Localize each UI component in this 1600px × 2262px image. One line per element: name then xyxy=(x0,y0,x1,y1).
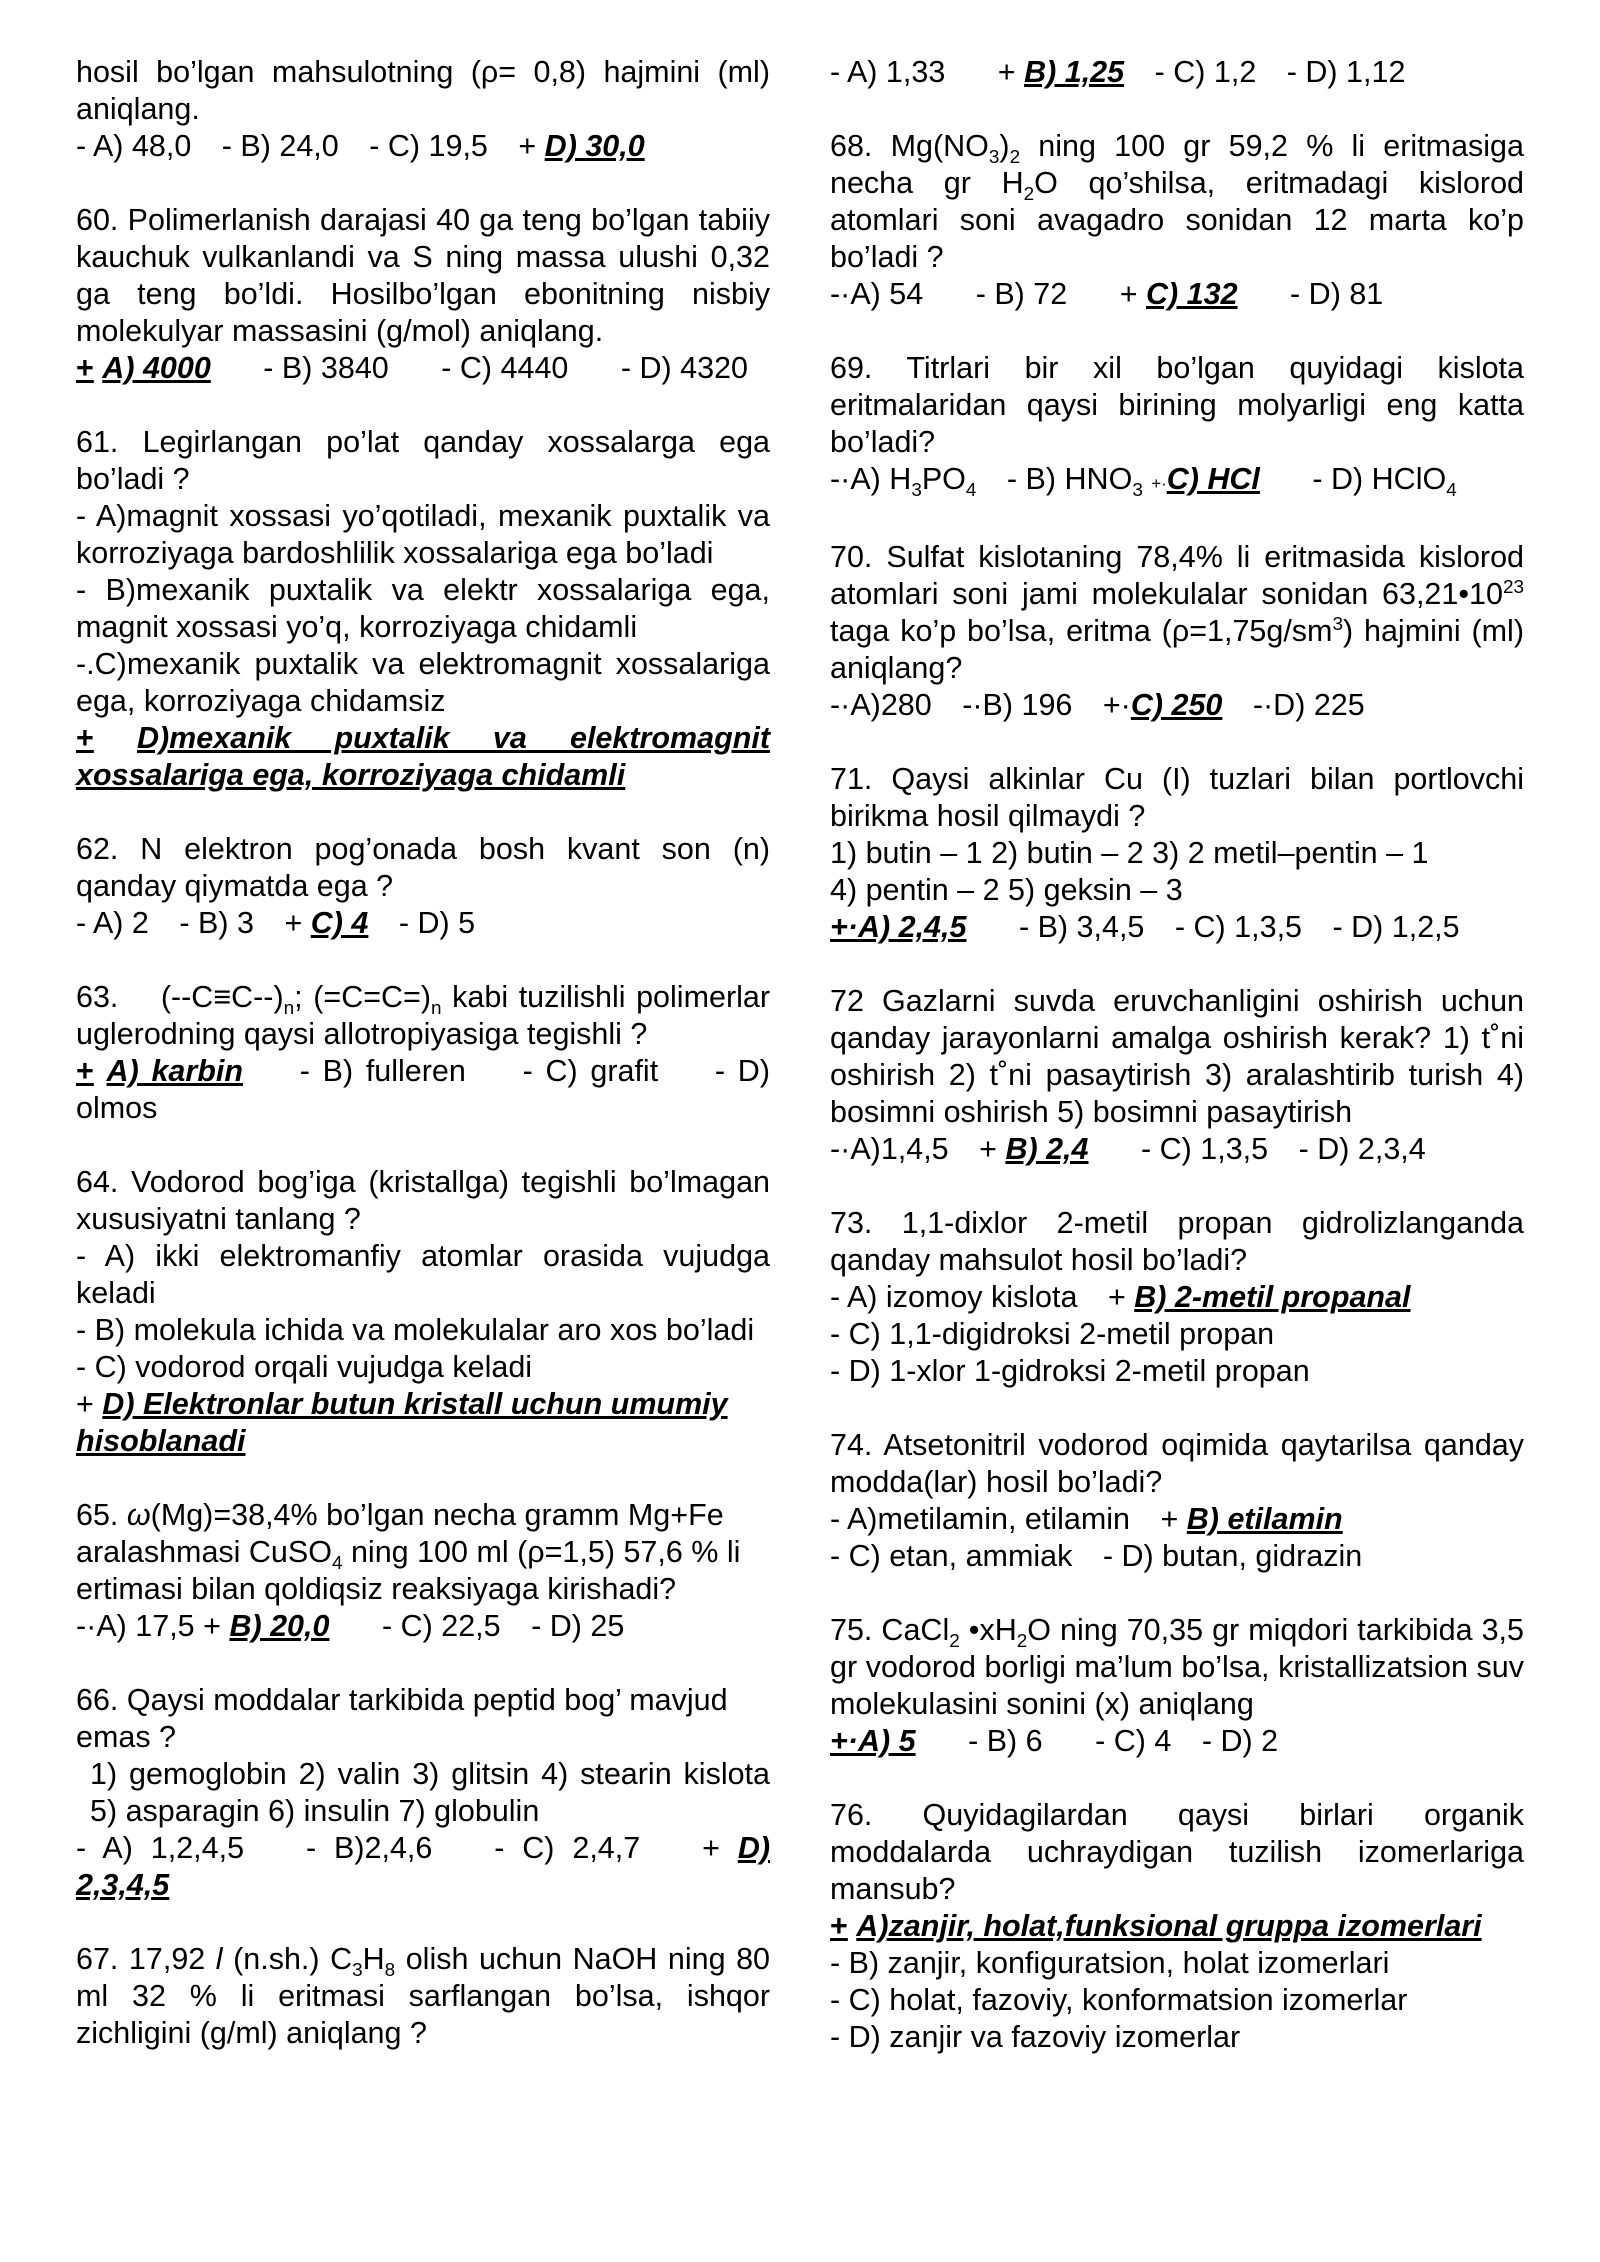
subscript: n xyxy=(283,998,295,1020)
option-b-correct: B) 20,0 xyxy=(229,1609,330,1643)
option-d: - D) 2,3,4 xyxy=(1298,1132,1426,1166)
option-a-row xyxy=(830,1908,1524,1945)
option-c: - C) 1,1-digidroksi 2-metil propan xyxy=(830,1317,1275,1351)
option-c-correct: C) 250 xyxy=(1130,688,1223,722)
option-d: - D) 4320 xyxy=(620,351,749,385)
correct-mark: + xyxy=(1107,1280,1126,1314)
text-part: (n.sh.) C xyxy=(222,1942,353,1976)
option-c: - C) 4 xyxy=(1095,1724,1172,1758)
text-part: PO xyxy=(921,462,966,496)
text-part: taga ko’p bo’lsa, eritma (ρ=1,75g/sm xyxy=(830,614,1333,648)
text-part: - B) HNO xyxy=(1006,462,1133,496)
formula-2: ; (=C=C=) xyxy=(294,980,432,1014)
question-62 xyxy=(76,831,770,942)
option-a: - A) 1,2,4,5 xyxy=(76,1831,245,1865)
text-part: ning 100 ml (ρ=1,5) 57,6 % li ertimasi bilan qoldiqsiz reaksiyaga kirishadi? xyxy=(76,1535,741,1606)
option-a-correct: A) 4000 xyxy=(102,351,211,385)
question-60 xyxy=(76,202,770,387)
option-c: - C) 19,5 xyxy=(369,129,488,163)
text-part: (Mg)=38,4% bo’lgan necha gramm Mg+Fe aralashmasi CuSO xyxy=(76,1498,724,1569)
text-part: 68. Mg(NO xyxy=(830,129,989,163)
question-rest: kabi tuzilishli polimerlar uglerodning qaysi allotropiyasiga tegishli ? xyxy=(76,980,770,1051)
option-a: - A)metilamin, etilamin xyxy=(830,1502,1130,1536)
question-72 xyxy=(830,983,1524,1168)
text-part: olish uchun NaOH ning 80 ml 32 % li eritmasi sarflangan bo’lsa, ishqor zichligini (g/ml) aniqlang ? xyxy=(76,1942,770,2050)
option-b: - B) 3 xyxy=(179,906,254,940)
option-c: - C) etan, ammiak xyxy=(830,1539,1073,1573)
subscript: 2 xyxy=(1009,147,1021,169)
question-text: 66. Qaysi moddalar tarkibida peptid bog’ mavjud emas ? xyxy=(76,1683,728,1754)
question-69 xyxy=(830,350,1524,502)
answer-options xyxy=(76,1608,770,1645)
question-text: 76. Quyidagilardan qaysi birlari organik moddalarda uchraydigan tuzilish izomerlariga mansub? xyxy=(830,1798,1524,1906)
option-c-correct: C) 4 xyxy=(310,906,369,940)
option-a-correct: A) karbin xyxy=(106,1054,243,1088)
question-75 xyxy=(830,1612,1524,1760)
option-a-correct: A) 5 xyxy=(857,1724,916,1758)
option-d: - D) 5 xyxy=(398,906,476,940)
question-text xyxy=(76,1941,770,2052)
correct-mark: + xyxy=(76,1054,94,1088)
question-59 xyxy=(76,54,770,165)
subscript: 3 xyxy=(988,147,1000,169)
option-a: - A) izomoy kislota xyxy=(830,1280,1078,1314)
option-c: - C) 1,3,5 xyxy=(1174,910,1303,944)
correct-mark: +· xyxy=(1102,688,1131,722)
option-d: - D) butan, gidrazin xyxy=(1102,1539,1363,1573)
option-d: - D) 81 xyxy=(1290,277,1384,311)
subscript: 2 xyxy=(1023,184,1035,206)
option-d xyxy=(1312,462,1457,502)
answer-options xyxy=(830,54,1524,91)
option-d: - D) 1-xlor 1-gidroksi 2-metil propan xyxy=(830,1354,1310,1388)
subscript: 4 xyxy=(331,1553,343,1575)
correct-mark: + xyxy=(830,1909,848,1943)
answer-options xyxy=(830,276,1524,313)
option-a: - A) ikki elektromanfiy atomlar orasida vujudga keladi xyxy=(76,1239,770,1310)
option-b: - B) 6 xyxy=(968,1724,1043,1758)
option-d-correct: D) 30,0 xyxy=(544,129,645,163)
answer-options xyxy=(76,905,770,942)
question-text xyxy=(76,979,770,1053)
option-a: -·A)280 xyxy=(830,688,932,722)
answer-options xyxy=(76,350,770,387)
text-part: ) hajmini (ml) aniqlang? xyxy=(830,614,1524,685)
question-items: 1) butin – 1 2) butin – 2 3) 2 metil–pentin – 1 xyxy=(830,836,1429,870)
option-a xyxy=(830,462,977,502)
answer-options xyxy=(830,687,1524,724)
question-text: 72 Gazlarni suvda eruvchanligini oshirish uchun qanday jarayonlarni amalga oshirish kerak? 1) t˚ni oshirish 2) t˚ni pasaytirish 3) aralashtirib turish 4) bosimni oshirish 5) bosimni pasaytirish xyxy=(830,984,1524,1129)
liter-symbol: l xyxy=(215,1942,223,1976)
text-part: 75. CaCl xyxy=(830,1613,950,1647)
question-items: 4) pentin – 2 5) geksin – 3 xyxy=(830,873,1183,907)
answer-options xyxy=(830,461,1524,502)
answer-options xyxy=(830,909,1524,946)
question-number: 63. xyxy=(76,980,119,1014)
subscript: 2 xyxy=(1016,1631,1028,1653)
option-a-correct: A) 2,4,5 xyxy=(857,910,967,944)
option-c: - C) 2,4,7 xyxy=(494,1831,641,1865)
omega-symbol: ω xyxy=(126,1498,151,1532)
option-d: - D) 1,12 xyxy=(1286,55,1406,89)
option-a: -·A) 17,5 xyxy=(76,1609,195,1643)
question-73 xyxy=(830,1205,1524,1390)
subscript: 8 xyxy=(384,1960,396,1982)
question-text: 69. Titrlari bir xil bo’lgan quyidagi kislota eritmalaridan qaysi birining molyarligi eng katta bo’ladi? xyxy=(830,351,1524,459)
option-b: - B)2,4,6 xyxy=(305,1831,433,1865)
option-c-correct: C) 132 xyxy=(1146,277,1238,311)
option-b: - B) 72 xyxy=(975,277,1068,311)
question-number: 65. xyxy=(76,1498,119,1532)
option-c: - C) grafit xyxy=(522,1054,659,1088)
question-71 xyxy=(830,761,1524,946)
option-d: - D) 2 xyxy=(1201,1724,1279,1758)
question-text xyxy=(830,539,1524,687)
question-67 xyxy=(76,1941,770,2052)
option-c-correct: C) HCl xyxy=(1166,462,1260,496)
option-a: - A) 48,0 xyxy=(76,129,192,163)
correct-mark: + xyxy=(76,351,94,385)
correct-mark: + xyxy=(518,129,537,163)
option-c: - C) 1,2 xyxy=(1154,55,1257,89)
option-row xyxy=(830,1279,1524,1316)
question-text: 64. Vodorod bog’iga (kristallga) tegishli bo’lmagan xususiyatni tanlang ? xyxy=(76,1165,770,1236)
answer-options xyxy=(76,128,770,165)
text-part: -·A) H xyxy=(830,462,912,496)
correct-mark: + xyxy=(1119,277,1138,311)
question-text: 73. 1,1-dixlor 2-metil propan gidrolizlanganda qanday mahsulot hosil bo’ladi? xyxy=(830,1206,1524,1277)
option-d-row xyxy=(76,720,770,794)
text-part: O qo’shilsa, eritmadagi kislorod atomlari soni avagadro sonidan 12 marta ko’p bo’ladi ? xyxy=(830,166,1524,274)
formula-1: (--C≡C--) xyxy=(160,980,284,1014)
question-65 xyxy=(76,1497,770,1645)
correct-mark: + xyxy=(702,1831,720,1865)
question-text: 61. Legirlangan po’lat qanday xossalarga ega bo’ladi ? xyxy=(76,425,770,496)
option-a: -·A) 54 xyxy=(830,277,924,311)
answer-options xyxy=(830,1723,1524,1760)
answer-options xyxy=(76,1053,770,1127)
text-part: O ning 70,35 gr miqdori tarkibida 3,5 gr vodorod borligi ma’lum bo’lsa, kristallizatsion suv molekulasini sonini (x) aniqlang xyxy=(830,1613,1524,1721)
option-d: - D) olmos xyxy=(76,1054,770,1125)
correct-mark: + xyxy=(203,1609,221,1643)
correct-mark: + xyxy=(1160,1502,1179,1536)
question-text: hosil bo’lgan mahsulotning (ρ= 0,8) hajmini (ml) aniqlang. xyxy=(76,55,770,126)
question-items: 1) gemoglobin 2) valin 3) glitsin 4) stearin kislota 5) asparagin 6) insulin 7) globulin xyxy=(90,1757,770,1828)
option-b: - B) 3840 xyxy=(263,351,389,385)
option-a: -·A)1,4,5 xyxy=(830,1132,949,1166)
superscript: 3 xyxy=(1332,613,1343,635)
option-d-correct: D) Elektronlar butun kristall uchun umumiy hisoblanadi xyxy=(76,1387,728,1458)
text-part: ) xyxy=(999,129,1010,163)
left-column xyxy=(76,54,770,2089)
option-b: -·B) 196 xyxy=(962,688,1073,722)
correct-mark: + xyxy=(979,1132,997,1166)
option-b-correct: B) 2,4 xyxy=(1005,1132,1089,1166)
correct-mark: +· xyxy=(830,1724,858,1758)
option-c: -.C)mexanik puxtalik va elektromagnit xossalariga ega, korroziyaga chidamsiz xyxy=(76,647,770,718)
question-66 xyxy=(76,1682,770,1904)
option-a: - A)magnit xossasi yo’qotiladi, mexanik puxtalik va korroziyaga bardoshlilik xossalariga ega bo’ladi xyxy=(76,499,770,570)
question-text: 60. Polimerlanish darajasi 40 ga teng bo’lgan tabiiy kauchuk vulkanlandi va S ning massa ulushi 0,32 ga teng bo’ldi. Hosilbo’lgan ebonitning nisbiy molekulyar massasini (g/mol) aniqlang. xyxy=(76,203,770,348)
option-b: - B) zanjir, konfiguratsion, holat izomerlari xyxy=(830,1946,1390,1980)
correct-mark: + xyxy=(76,721,94,755)
option-d-correct: D) 2,3,4,5 xyxy=(76,1831,771,1902)
question-text xyxy=(830,1612,1524,1723)
subscript: 3 xyxy=(911,480,922,502)
question-64 xyxy=(76,1164,770,1460)
option-row xyxy=(830,1501,1524,1538)
right-column xyxy=(830,54,1524,2093)
option-a-correct: A)zanjir, holat,funksional gruppa izomerlari xyxy=(856,1909,1482,1943)
question-68 xyxy=(830,128,1524,313)
question-74 xyxy=(830,1427,1524,1575)
option-b: - B) 3,4,5 xyxy=(1018,910,1145,944)
text-part: - D) HClO xyxy=(1312,462,1447,496)
subscript: 2 xyxy=(949,1631,960,1653)
option-b xyxy=(1006,462,1143,502)
option-b-correct: B) etilamin xyxy=(1186,1502,1343,1536)
question-70 xyxy=(830,539,1524,724)
correct-mark: +· xyxy=(830,910,858,944)
text-part: •xH xyxy=(959,1613,1017,1647)
option-d: -·D) 225 xyxy=(1252,688,1365,722)
question-text xyxy=(76,1497,770,1608)
text-part: 67. 17,92 xyxy=(76,1942,216,1976)
subscript: 3 xyxy=(1132,480,1143,502)
question-67-answers xyxy=(830,54,1524,91)
option-b: - B) fulleren xyxy=(299,1054,466,1088)
option-b-correct: B) 1,25 xyxy=(1024,55,1125,89)
correct-mark: +· xyxy=(1151,474,1167,493)
option-c: - C) 22,5 xyxy=(381,1609,501,1643)
option-d-correct: D)mexanik puxtalik va elektromagnit xossalariga ega, korroziyaga chidamli xyxy=(76,721,770,792)
question-text: 71. Qaysi alkinlar Cu (I) tuzlari bilan portlovchi birikma hosil qilmaydi ? xyxy=(830,762,1524,833)
question-text xyxy=(830,128,1524,276)
option-c: - C) vodorod orqali vujudga keladi xyxy=(76,1350,533,1384)
question-text: 62. N elektron pog’onada bosh kvant son (n) qanday qiymatda ega ? xyxy=(76,832,770,903)
option-b-correct: B) 2-metil propanal xyxy=(1134,1280,1411,1314)
question-63 xyxy=(76,979,770,1127)
question-76 xyxy=(830,1797,1524,2056)
superscript: 23 xyxy=(1502,576,1524,598)
subscript: 4 xyxy=(1446,480,1457,502)
answer-options xyxy=(830,1131,1524,1168)
option-d: - D) 25 xyxy=(531,1609,625,1643)
correct-mark: + xyxy=(997,55,1016,89)
option-d: - D) zanjir va fazoviy izomerlar xyxy=(830,2020,1241,2054)
option-a: - A) 1,33 xyxy=(830,55,946,89)
option-c: - C) holat, fazoviy, konformatsion izomerlar xyxy=(830,1983,1408,2017)
option-b: - B) 24,0 xyxy=(221,129,339,163)
question-61 xyxy=(76,424,770,794)
subscript: 3 xyxy=(352,1960,363,1982)
question-text: 74. Atsetonitril vodorod oqimida qaytarilsa qanday modda(lar) hosil bo’ladi? xyxy=(830,1428,1524,1499)
text-part: H xyxy=(362,1942,385,1976)
subscript: n xyxy=(431,998,442,1020)
text-part: ning 100 gr 59,2 % li eritmasiga necha gr H xyxy=(830,129,1524,200)
text-part: 70. Sulfat kislotaning 78,4% li eritmasida kislorod atomlari soni jami molekulalar sonidan 63,21•10 xyxy=(830,540,1524,611)
option-b: - B) molekula ichida va molekulalar aro xos bo’ladi xyxy=(76,1313,755,1347)
option-c: - C) 4440 xyxy=(441,351,569,385)
option-d-row xyxy=(76,1386,770,1460)
option-b: - B)mexanik puxtalik va elektr xossalariga ega, magnit xossasi yo’q, korroziyaga chidamli xyxy=(76,573,770,644)
option-a: - A) 2 xyxy=(76,906,149,940)
correct-mark: + xyxy=(76,1387,94,1421)
answer-options xyxy=(76,1830,770,1904)
correct-mark: + xyxy=(284,906,303,940)
option-c: - C) 1,3,5 xyxy=(1140,1132,1269,1166)
subscript: 4 xyxy=(965,480,977,502)
option-row xyxy=(830,1538,1524,1575)
option-d: - D) 1,2,5 xyxy=(1332,910,1460,944)
